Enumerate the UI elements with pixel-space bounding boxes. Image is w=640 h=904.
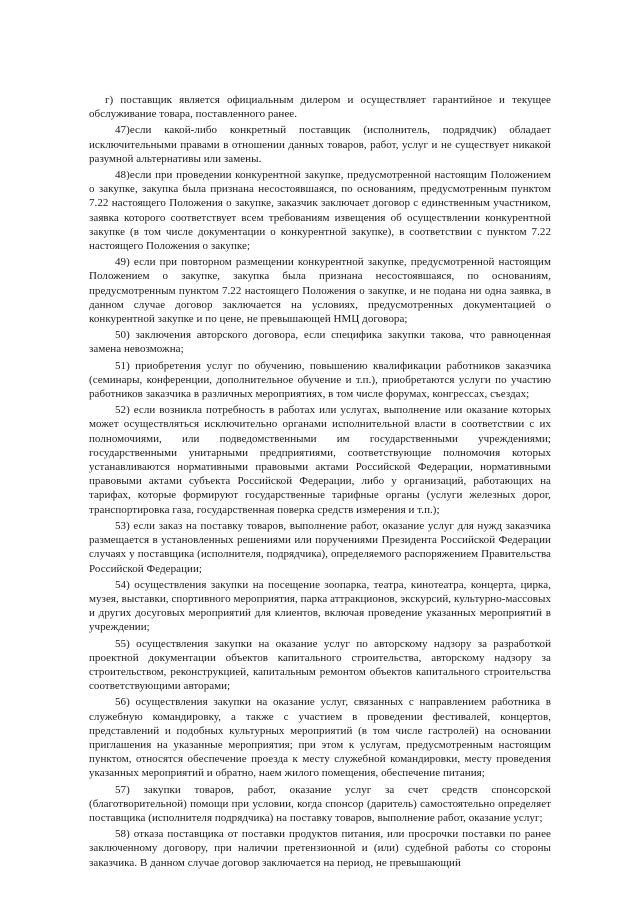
- paragraph-item-50: 50) заключения авторского договора, если специфика закупки такова, что равноценная замена невозможна;: [89, 329, 551, 356]
- paragraph-item-54: 54) осуществления закупки на посещение зоопарка, театра, кинотеатра, концерта, цирка, музея, выставки, спортивного мероприятия, парка аттракционов, экскурсий, культурно-массовых и других досуговых мероприятий для клиентов, включая проведение указанных мероприятий в учреждении;: [89, 578, 551, 634]
- paragraph-item-53: 53) если заказ на поставку товаров, выполнение работ, оказание услуг для нужд заказчика размещается в установленных решениями или поручениями Президента Российской Федерации случаях у поставщика (исполнителя, подрядчика), определяемого распоряжением Правительства Российской Федерации;: [89, 519, 551, 575]
- paragraph-item-56: 56) осуществления закупки на оказание услуг, связанных с направлением работника в служебную командировку, а также с участием в проведении фестивалей, концертов, представлений и подобных культурных мероприятий (в том числе гастролей) на основании приглашения на указанные мероприятия; при этом к услугам, предусмотренным настоящим пунктом, относятся обеспечение проезда к месту служебной командировки, месту проведения указанных мероприятий и обратно, наем жилого помещения, обеспечение питания;: [89, 696, 551, 780]
- paragraph-item-51: 51) приобретения услуг по обучению, повышению квалификации работников заказчика (семинары, конференции, дополнительное обучение и т.п.), приобретаются услуги по участию работников заказчика в различных мероприятиях, в том числе форумах, конгрессах, съездах;: [89, 359, 551, 401]
- paragraph-item-g: г) поставщик является официальным дилером и осуществляет гарантийное и текущее обслуживание товара, поставленного ранее.: [89, 94, 551, 121]
- paragraph-item-58: 58) отказа поставщика от поставки продуктов питания, или просрочки поставки по ранее заключенному договору, при наличии претензионной и (или) судебной работы со стороны заказчика. В данном случае договор заключается на период, не превышающий: [89, 828, 551, 869]
- paragraph-item-57: 57) закупки товаров, работ, оказание услуг за счет средств спонсорской (благотворительной) помощи при условии, когда спонсор (даритель) самостоятельно определяет поставщика (исполнителя подрядчика) на поставку товаров, выполнение работ, оказание услуг;: [89, 783, 551, 824]
- paragraph-item-49: 49) если при повторном размещении конкурентной закупке, предусмотренной настоящим Положением о закупке, закупка была признана несостоявшаяся, по основаниям, предусмотренным пунктом 7.22 настоящего Положения о закупке, и не подана ни одна заявка, в данном случае договор заключается на условиях, предусмотренных документацией о конкурентной закупке и по цене, не превышающей НМЦ договора;: [89, 256, 551, 326]
- paragraph-item-55: 55) осуществления закупки на оказание услуг по авторскому надзору за разработкой проектной документации объектов капитального строительства, авторскому надзору за строительством, реконструкцией, капитальным ремонтом объектов капитального строительства соответствующими авторами;: [89, 637, 551, 693]
- paragraph-item-48: 48)если при проведении конкурентной закупке, предусмотренной настоящим Положением о закупке, закупка была признана несостоявшаяся, по основаниям, предусмотренным пунктом 7.22 настоящего Положения о закупке, заказчик заключает договор с единственным участником, заявка которого соответствует всем требованиям извещения об осуществлении конкурентной закупке (в том числе документации о конкурентной закупке), в соответствии с пунктом 7.22 настоящего Положения о закупке;: [89, 169, 551, 253]
- paragraph-item-52: 52) если возникла потребность в работах или услугах, выполнение или оказание которых может осуществляться исключительно органами исполнительной власти в соответствии с их полномочиями, или подведомственными им государственными учреждениями; государственными унитарными предприятиями, соответствующие полномочия которых устанавливаются нормативными правовыми актами Российской Федерации, нормативными правовыми актами субъекта Российской Федерации, либо у организаций, работающих на тарифах, которые формируют государственные тарифные органы (услуги железных дорог, транспортировка газа, государственная поверка средств измерения и т.п.);: [89, 404, 551, 516]
- paragraph-item-47: 47)если какой-либо конкретный поставщик (исполнитель, подрядчик) обладает исключительными правами в отношении данных товаров, работ, услуг и не существует никакой разумной альтернативы или замены.: [89, 124, 551, 165]
